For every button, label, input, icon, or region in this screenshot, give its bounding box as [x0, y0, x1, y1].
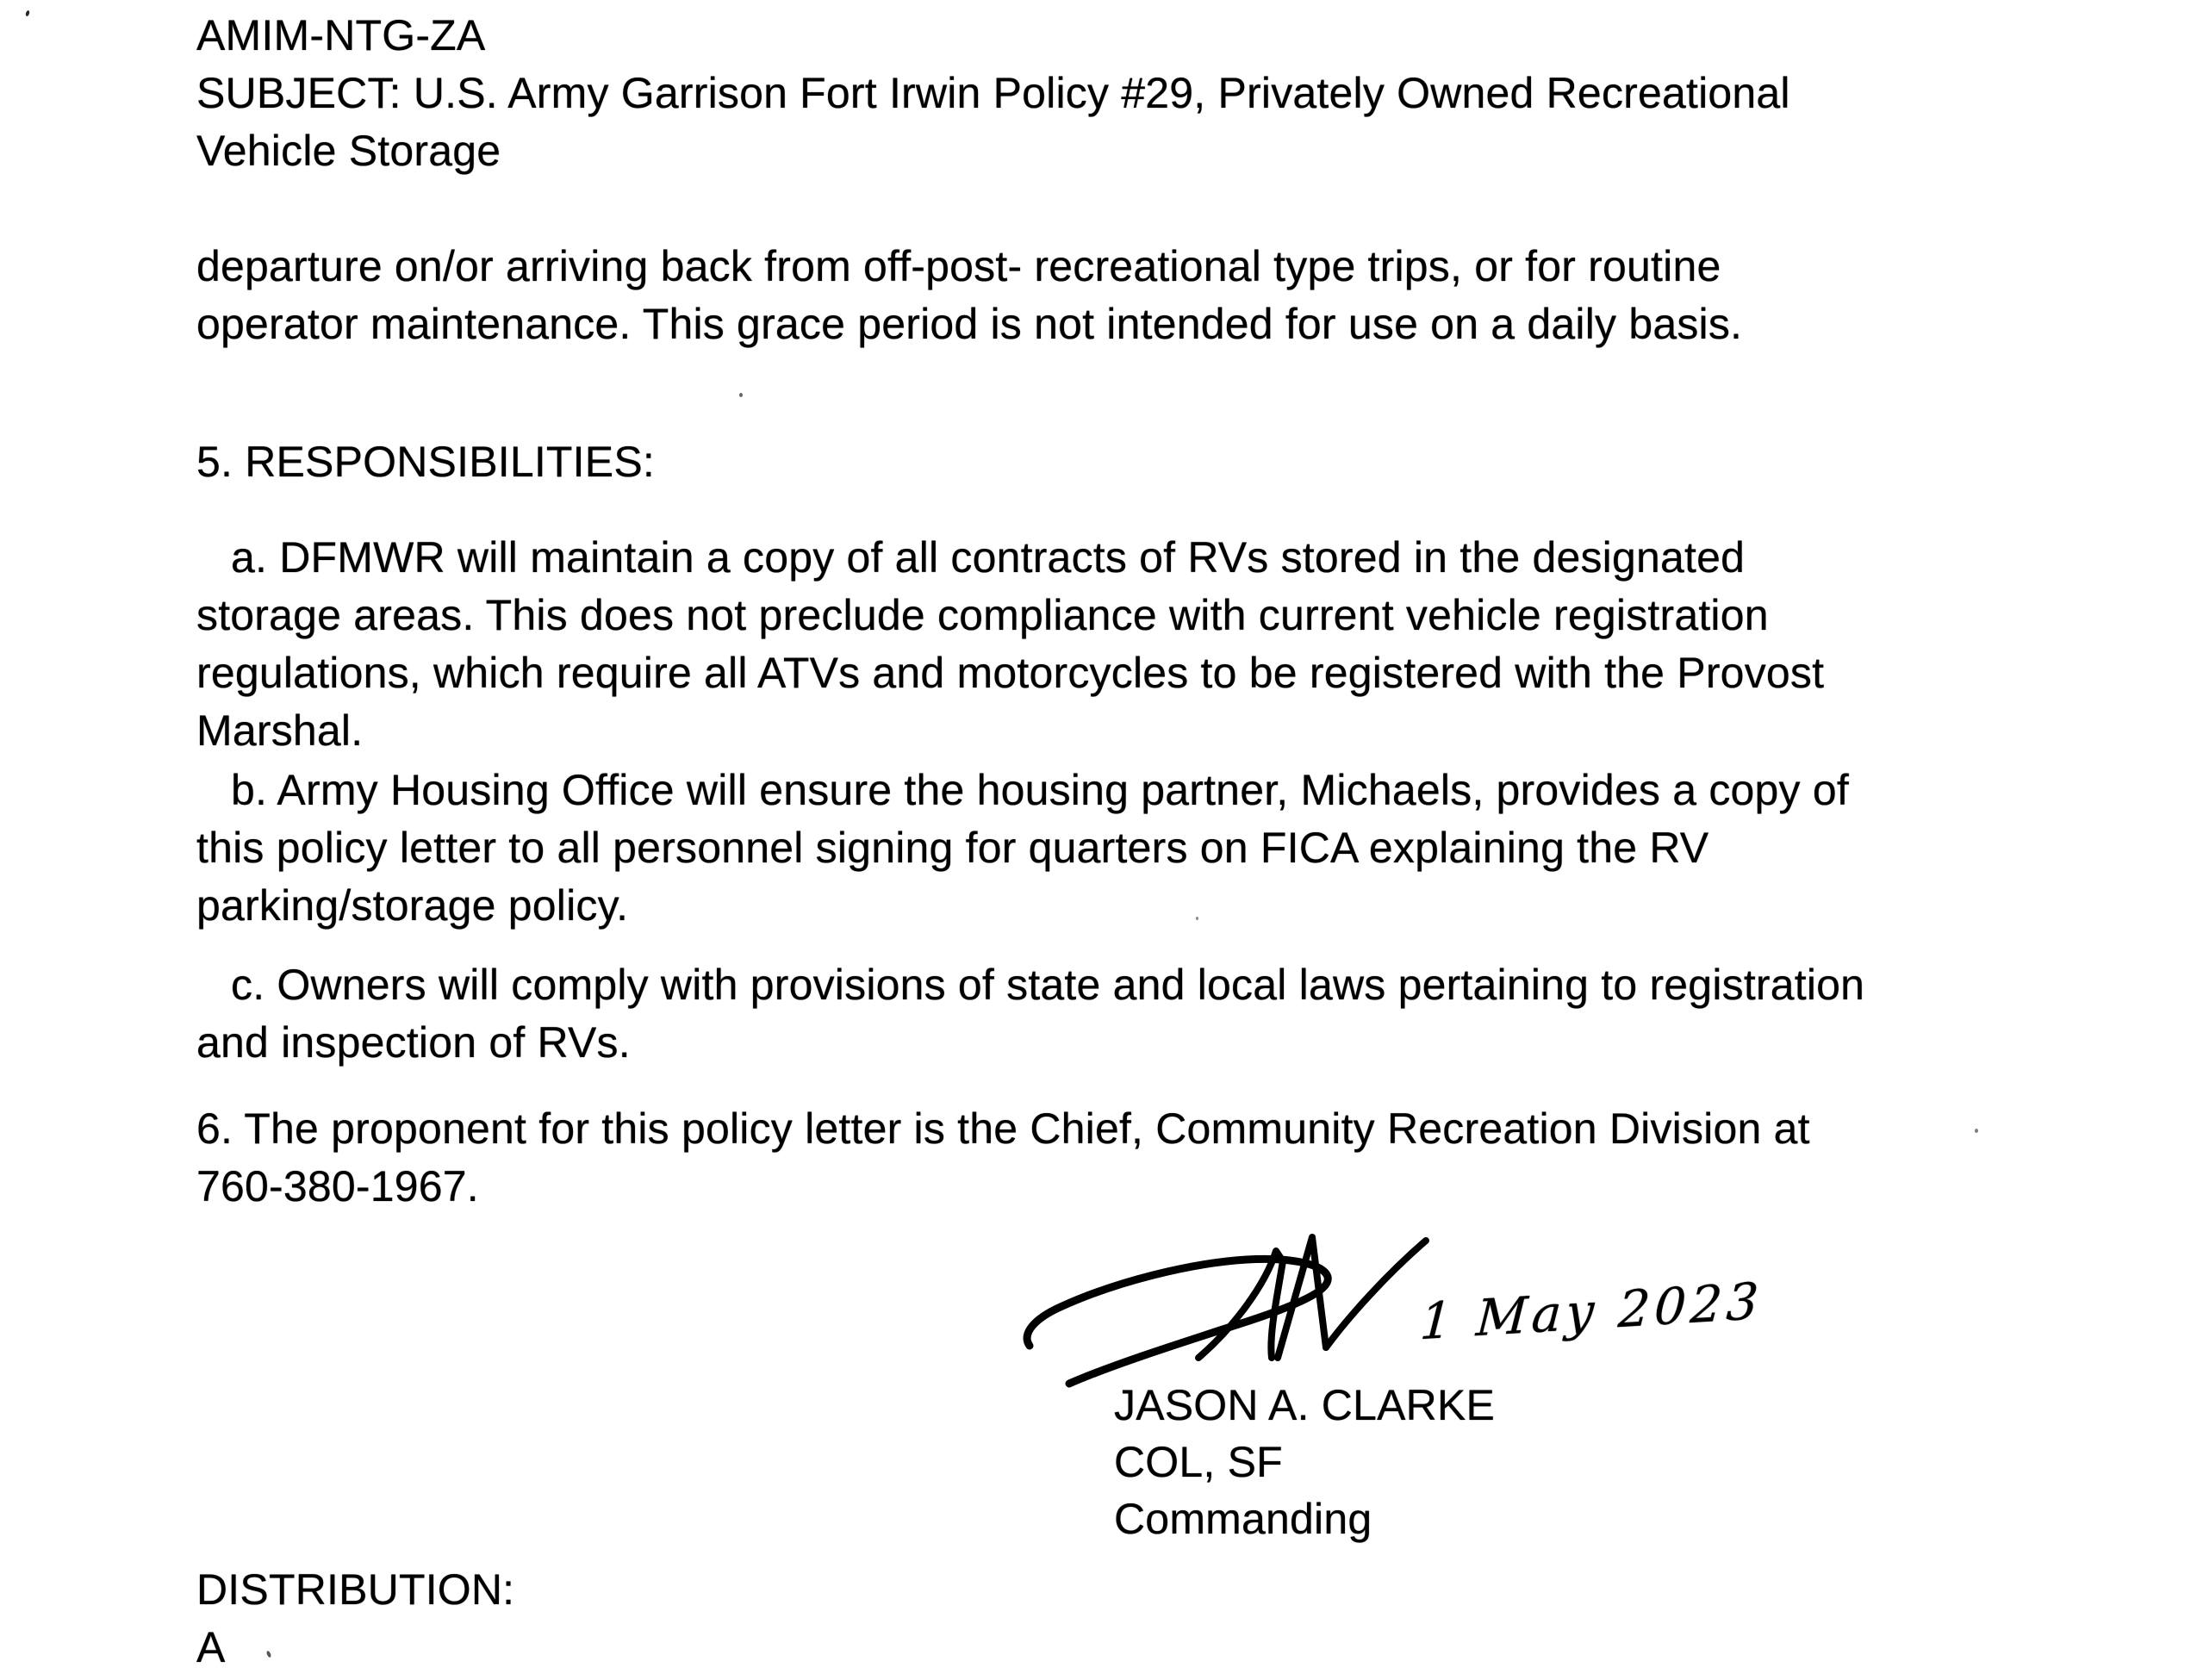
- memo-header: [196, 7, 1790, 180]
- scan-speck: [1196, 917, 1198, 920]
- text-line: Vehicle Storage: [196, 127, 501, 175]
- paragraph-continuation: [196, 238, 1742, 353]
- text-line: a. DFMWR will maintain a copy of all contracts of RVs stored in the designated: [231, 533, 1746, 582]
- paragraph-5a: [196, 529, 1824, 760]
- text-line: storage areas. This does not preclude compliance with current vehicle registration: [196, 591, 1769, 639]
- text-line: 6. The proponent for this policy letter is the Chief, Community Recreation Division at: [196, 1104, 1810, 1153]
- section-5-heading: 5. RESPONSIBILITIES:: [196, 438, 655, 486]
- scan-speck: [1975, 1129, 1978, 1133]
- scan-speck: [739, 393, 743, 397]
- paragraph-5b: [196, 762, 1849, 935]
- text-line: b. Army Housing Office will ensure the housing partner, Michaels, provides a copy of: [231, 766, 1849, 814]
- distribution-block: [196, 1561, 514, 1677]
- signature-ink: [1021, 1222, 1478, 1403]
- text-line: SUBJECT: U.S. Army Garrison Fort Irwin Policy #29, Privately Owned Recreational: [196, 69, 1790, 117]
- text-line: regulations, which require all ATVs and motorcycles to be registered with the Provost: [196, 649, 1825, 697]
- signature-block: [1114, 1377, 1495, 1547]
- scan-speck: [25, 10, 30, 17]
- text-line: Marshal.: [196, 706, 364, 755]
- text-line: operator maintenance. This grace period is not intended for use on a daily basis.: [196, 300, 1743, 348]
- text-line: this policy letter to all personnel signing for quarters on FICA explaining the RV: [196, 824, 1709, 872]
- paragraph-6: [196, 1100, 1810, 1216]
- text-line: departure on/or arriving back from off-post- recreational type trips, or for routine: [196, 242, 1721, 290]
- text-line: 760-380-1967.: [196, 1162, 479, 1210]
- signature-date-handwritten: 1 May 2023: [1418, 1271, 1764, 1352]
- text-line: DISTRIBUTION:: [196, 1565, 515, 1614]
- text-line: COL, SF: [1114, 1438, 1283, 1486]
- text-line: AMIM-NTG-ZA: [196, 11, 486, 59]
- text-line: A: [196, 1623, 226, 1671]
- paragraph-5c: [196, 956, 1864, 1072]
- text-line: c. Owners will comply with provisions of state and local laws pertaining to registration: [231, 961, 1865, 1009]
- text-line: and inspection of RVs.: [196, 1018, 631, 1067]
- text-line: Commanding: [1114, 1495, 1372, 1543]
- text-line: JASON A. CLARKE: [1114, 1381, 1496, 1429]
- text-line: parking/storage policy.: [196, 881, 629, 930]
